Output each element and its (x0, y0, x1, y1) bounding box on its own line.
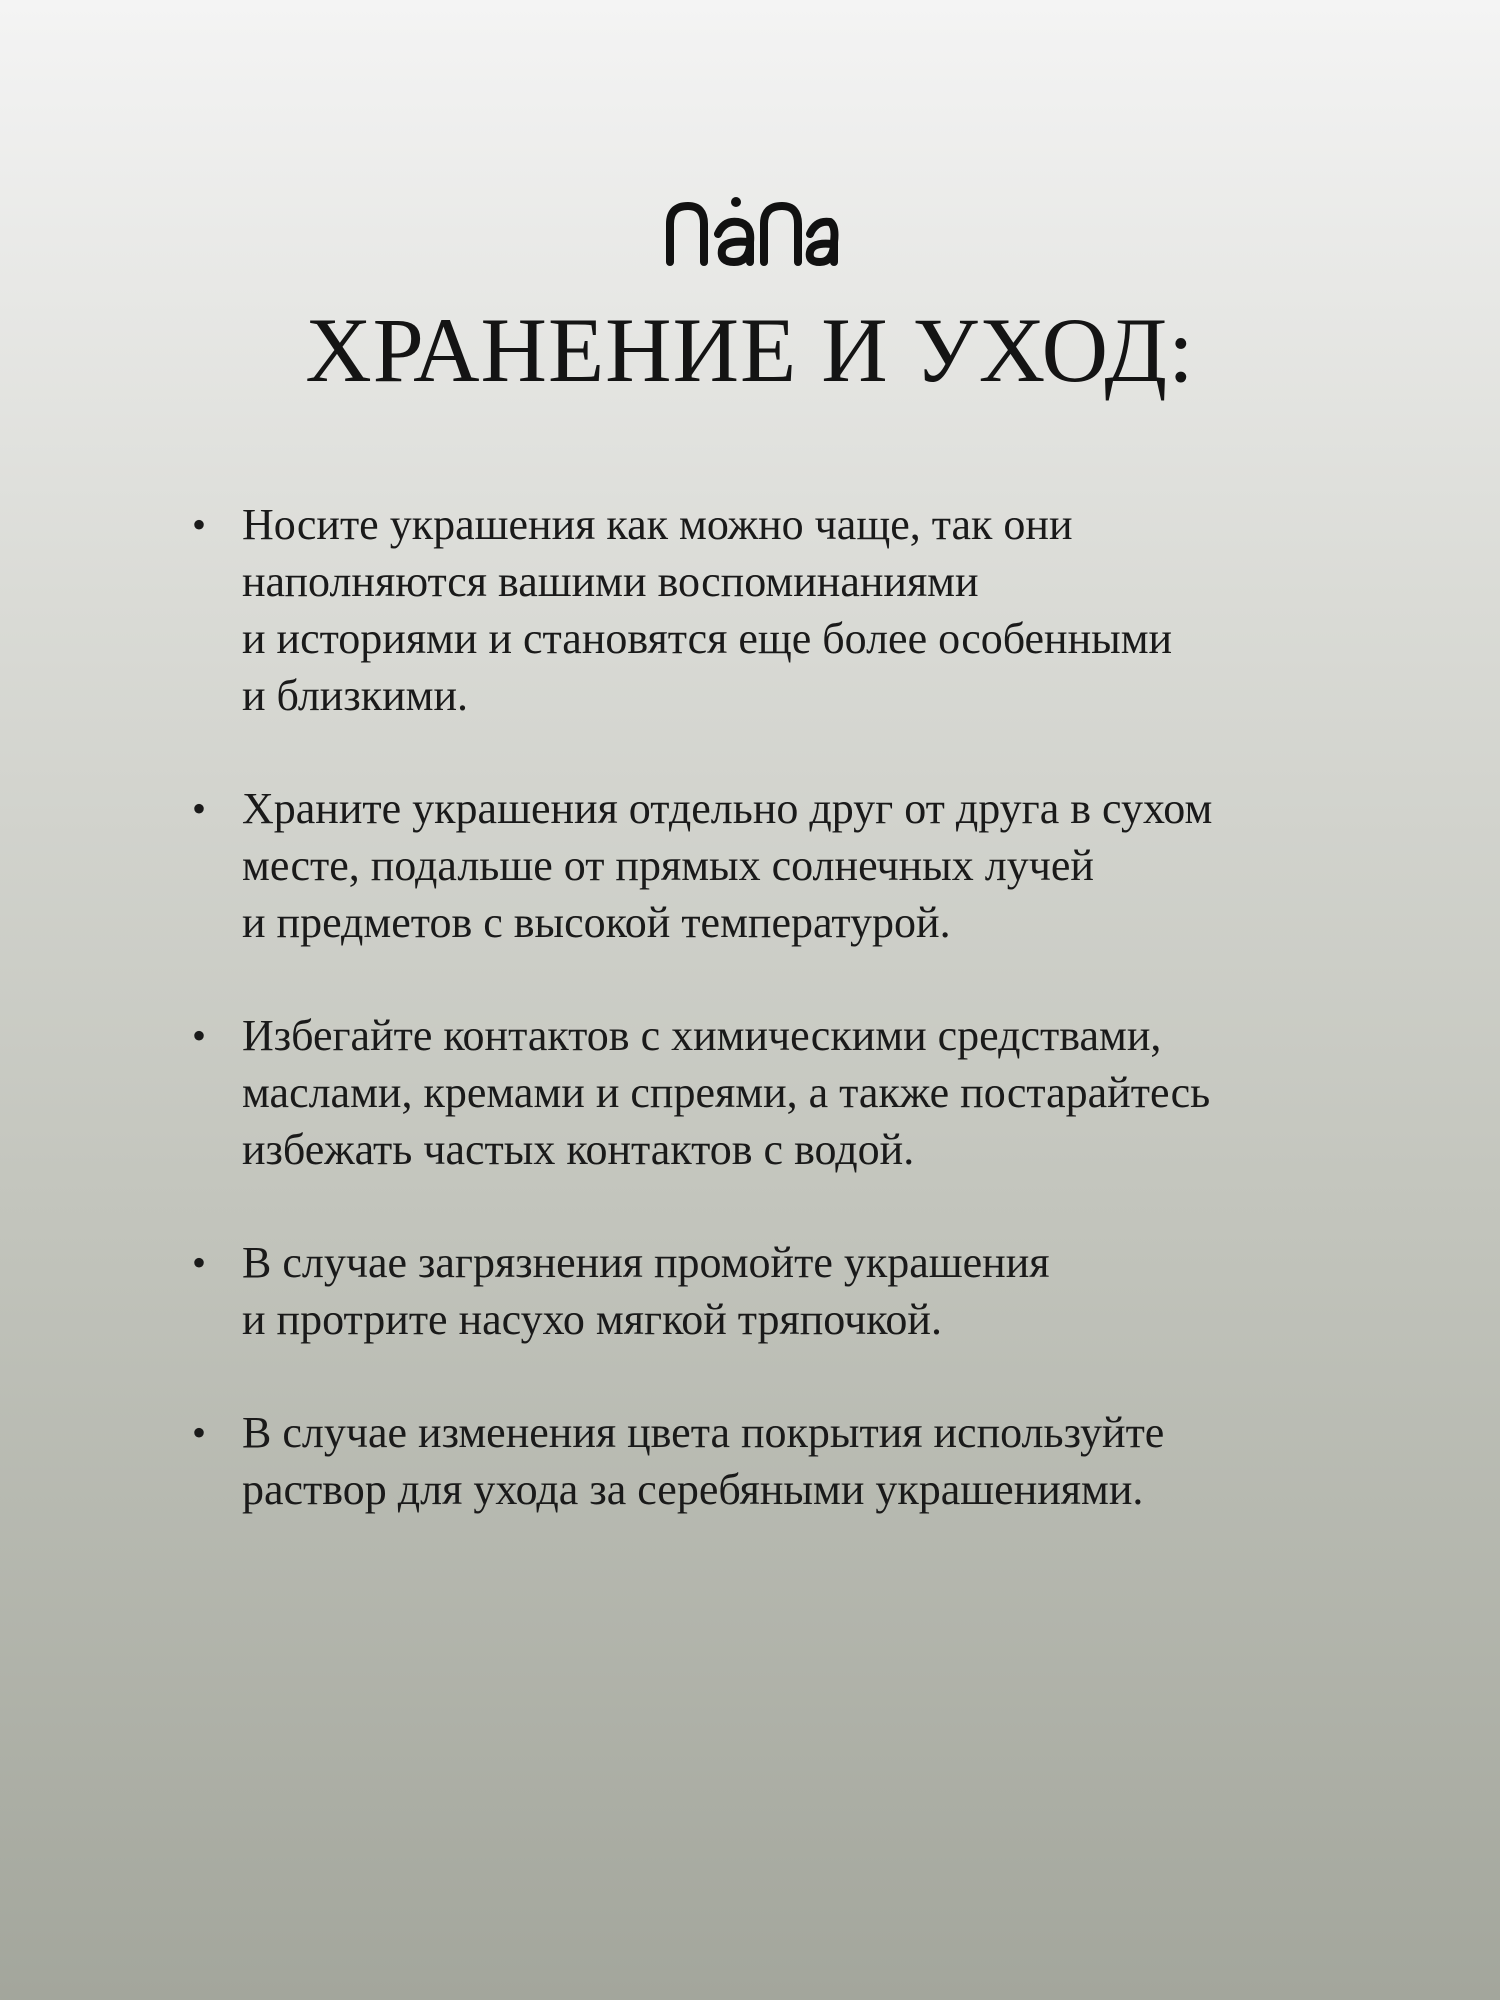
bullet-icon: • (192, 1240, 207, 1285)
list-item (0, 1404, 1500, 1518)
list-item-line: наполняются вашими воспоминаниями (242, 557, 979, 606)
list-item (0, 1007, 1500, 1178)
list-item-line: Храните украшения отдельно друг от друга в сухом (242, 784, 1213, 833)
nana-logo-icon (660, 190, 840, 272)
list-item-line: В случае изменения цвета покрытия используйте (242, 1408, 1165, 1457)
list-item (0, 1234, 1500, 1348)
page-title: ХРАНЕНИЕ И УХОД: (305, 299, 1195, 401)
list-item-line: раствор для ухода за серебяными украшениями. (242, 1465, 1144, 1514)
list-item-line: маслами, кремами и спреями, а также постарайтесь (242, 1068, 1211, 1117)
bullet-icon: • (192, 1013, 207, 1058)
care-instructions-list (0, 496, 1500, 1574)
bullet-icon: • (192, 1410, 207, 1455)
list-item-line: и историями и становятся еще более особенными (242, 614, 1173, 663)
list-item (0, 496, 1500, 724)
list-item-line: В случае загрязнения промойте украшения (242, 1238, 1050, 1287)
list-item-line: и близкими. (242, 671, 469, 720)
list-item-line: Избегайте контактов с химическими средствами, (242, 1011, 1162, 1060)
list-item-line: Носите украшения как можно чаще, так они (242, 500, 1073, 549)
list-item (0, 780, 1500, 951)
list-item-line: месте, подальше от прямых солнечных лучей (242, 841, 1094, 890)
brand-logo (0, 190, 1500, 276)
bullet-icon: • (192, 786, 207, 831)
list-item-line: избежать частых контактов с водой. (242, 1125, 915, 1174)
bullet-icon: • (192, 502, 207, 547)
list-item-line: и протрите насухо мягкой тряпочкой. (242, 1295, 942, 1344)
list-item-line: и предметов с высокой температурой. (242, 898, 951, 947)
